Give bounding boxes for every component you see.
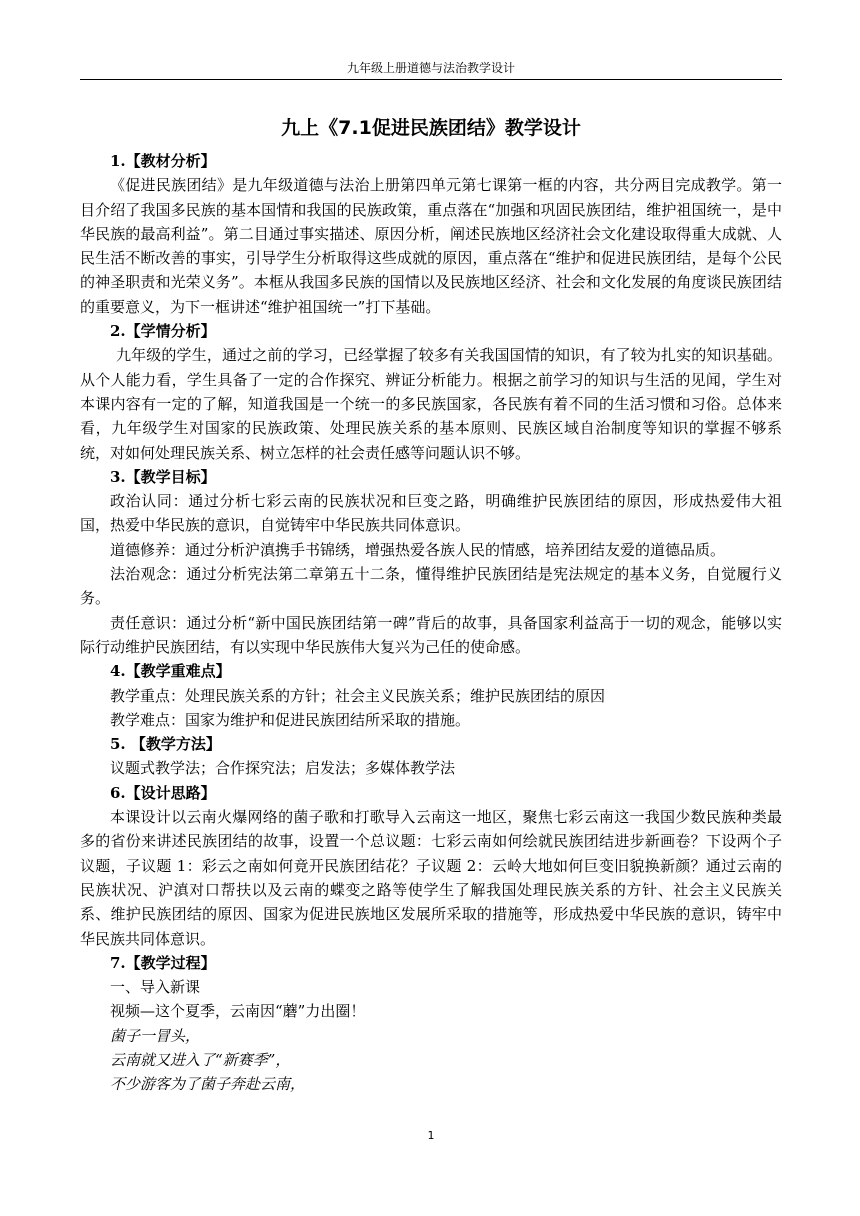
paragraph-design-ideas: 本课设计以云南火爆网络的菌子歌和打歌导入云南这一地区，聚焦七彩云南这一我国少数民族种类最多的省份来讲述民族团结的故事，设置一个总议题：七彩云南如何绘就民族团结进步新画卷？下设两个子议题，子议题 1：彩云之南如何竟开民族团结花？子议题 2：云岭大地如何巨变旧貌换新颜？通过云南的民族状况、沪滇对口帮扶以及云南的蝶变之路等使学生了解我国处理民族关系的方针、社会主义民族关系、维护民族团结的原因、国家为促进民族地区发展所采取的措施等，形成热爱中华民族的意识，铸牢中华民族共同体意识。 [80, 808, 782, 948]
page-number: 1 [427, 1129, 435, 1142]
section-heading-teaching-process: 7.【教学过程】 [110, 953, 216, 972]
paragraph-goal-political: 政治认同：通过分析七彩云南的民族状况和巨变之路，明确维护民族团结的原因，形成热爱伟大祖国，热爱中华民族的意识，自觉铸牢中华民族共同体意识。 [80, 492, 782, 535]
paragraph-student-analysis: 九年级的学生，通过之前的学习，已经掌握了较多有关我国国情的知识，有了较为扎实的知识基础。从个人能力看，学生具备了一定的合作探究、辨证分析能力。根据之前学习的知识与生活的见闻，学生对本课内容有一定的了解，知道我国是一个统一的多民族国家，各民族有着不同的生活习惯和习俗。总体来看，九年级学生对国家的民族政策、处理民族关系的基本原则、民族区域自治制度等知识的掌握不够系统，对如何处理民族关系、树立怎样的社会责任感等问题认识不够。 [80, 346, 782, 462]
section-heading-teaching-goals: 3.【教学目标】 [110, 467, 216, 486]
paragraph-goal-legal: 法治观念：通过分析宪法第二章第五十二条，懂得维护民族团结是宪法规定的基本义务，自觉履行义务。 [80, 565, 782, 608]
running-header: 九年级上册道德与法治教学设计 [346, 61, 515, 75]
paragraph-goal-responsibility: 责任意识：通过分析“新中国民族团结第一碑”背后的故事，具备国家利益高于一切的观念，能够以实际行动维护民族团结，有以实现中华民族伟大复兴为己任的使命感。 [80, 613, 782, 656]
paragraph-textbook-analysis: 《促进民族团结》是九年级道德与法治上册第四单元第七课第一框的内容，共分两目完成教学。第一目介绍了我国多民族的基本国情和我国的民族政策，重点落在“加强和巩固民族团结，维护祖国统一，是中华民族的最高利益”。第二目通过事实描述、原因分析，阐述民族地区经济社会文化建设取得重大成就、人民生活不断改善的事实，引导学生分析取得这些成就的原因，重点落在“维护和促进民族团结，是每个公民的神圣职责和光荣义务”。本框从我国多民族的国情以及民族地区经济、社会和文化发展的角度谈民族团结的重要意义，为下一框讲述“维护祖国统一”打下基础。 [80, 176, 782, 316]
section-heading-textbook-analysis: 1.【教材分析】 [110, 152, 216, 170]
paragraph-difficult-point: 教学难点：国家为维护和促进民族团结所采取的措施。 [110, 710, 471, 729]
lyric-line: 不少游客为了菌子奔赴云南， [110, 1075, 306, 1094]
header-divider [80, 79, 782, 80]
lyric-line: 菌子一冒头， [110, 1026, 201, 1045]
paragraph-video: 视频—这个夏季，云南因“蘑”力出圈！ [110, 1002, 366, 1021]
paragraph-key-point: 教学重点：处理民族关系的方针；社会主义民族关系；维护民族团结的原因 [110, 686, 606, 705]
subheading-intro: 一、导入新课 [110, 978, 201, 997]
section-heading-design-ideas: 6.【设计思路】 [110, 783, 216, 802]
section-heading-methods: 5. 【教学方法】 [110, 735, 221, 754]
paragraph-methods: 议题式教学法；合作探究法；启发法；多媒体教学法 [110, 759, 456, 778]
section-heading-key-points: 4.【教学重难点】 [110, 662, 231, 681]
section-heading-student-analysis: 2.【学情分析】 [110, 322, 216, 341]
paragraph-goal-moral: 道德修养：通过分析沪滇携手书锦绣，增强热爱各族人民的情感，培养团结友爱的道德品质。 [110, 540, 726, 559]
document-body [80, 149, 782, 1097]
lyric-line: 云南就又进入了“新赛季”， [110, 1050, 291, 1069]
document-title: 九上《7.1促进民族团结》教学设计 [281, 117, 581, 139]
